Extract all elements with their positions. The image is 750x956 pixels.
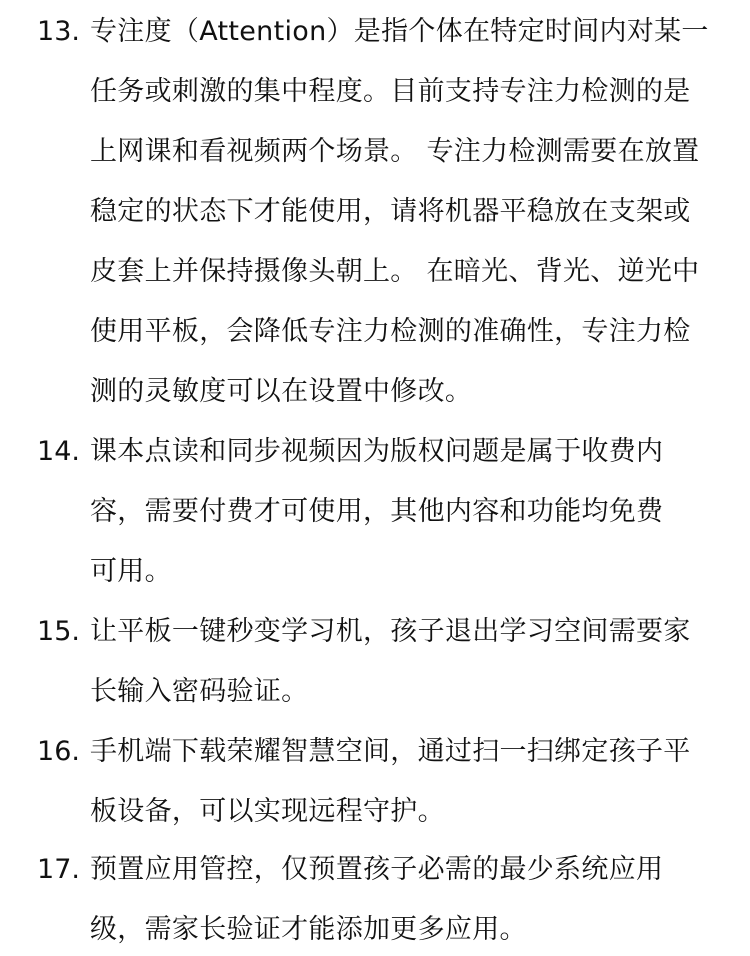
text-line: 任务或刺激的集中程度。目前支持专注力检测的是 [90,76,691,107]
text-line: 上网课和看视频两个场景。 专注力检测需要在放置 [90,136,700,167]
text-line: 皮套上并保持摄像头朝上。 在暗光、背光、逆光中 [90,256,700,287]
text-line: 测的灵敏度可以在设置中修改。 [90,376,473,407]
item-number: 13. [37,16,80,47]
text-line: 稳定的状态下才能使用，请将机器平稳放在支架或 [90,196,691,227]
text-line: 预置应用管控，仅预置孩子必需的最少系统应用 [90,854,664,885]
text-line: 让平板一键秒变学习机，孩子退出学习空间需要家 [90,616,691,647]
item-number: 17. [37,854,80,885]
text-line: 专注度（Attention）是指个体在特定时间内对某一 [90,16,709,47]
text-line: 板设备，可以实现远程守护。 [90,796,445,827]
item-number: 15. [37,616,80,647]
item-number: 14. [37,436,80,467]
text-line: 可用。 [90,556,172,587]
text-line: 级，需家长验证才能添加更多应用。 [90,914,527,945]
item-number: 16. [37,736,80,767]
text-line: 长输入密码验证。 [90,676,309,707]
text-line: 手机端下载荣耀智慧空间，通过扫一扫绑定孩子平 [90,736,691,767]
text-line: 容，需要付费才可使用，其他内容和功能均免费 [90,496,664,527]
text-line: 使用平板，会降低专注力检测的准确性，专注力检 [90,316,691,347]
text-line: 课本点读和同步视频因为版权问题是属于收费内 [90,436,664,467]
